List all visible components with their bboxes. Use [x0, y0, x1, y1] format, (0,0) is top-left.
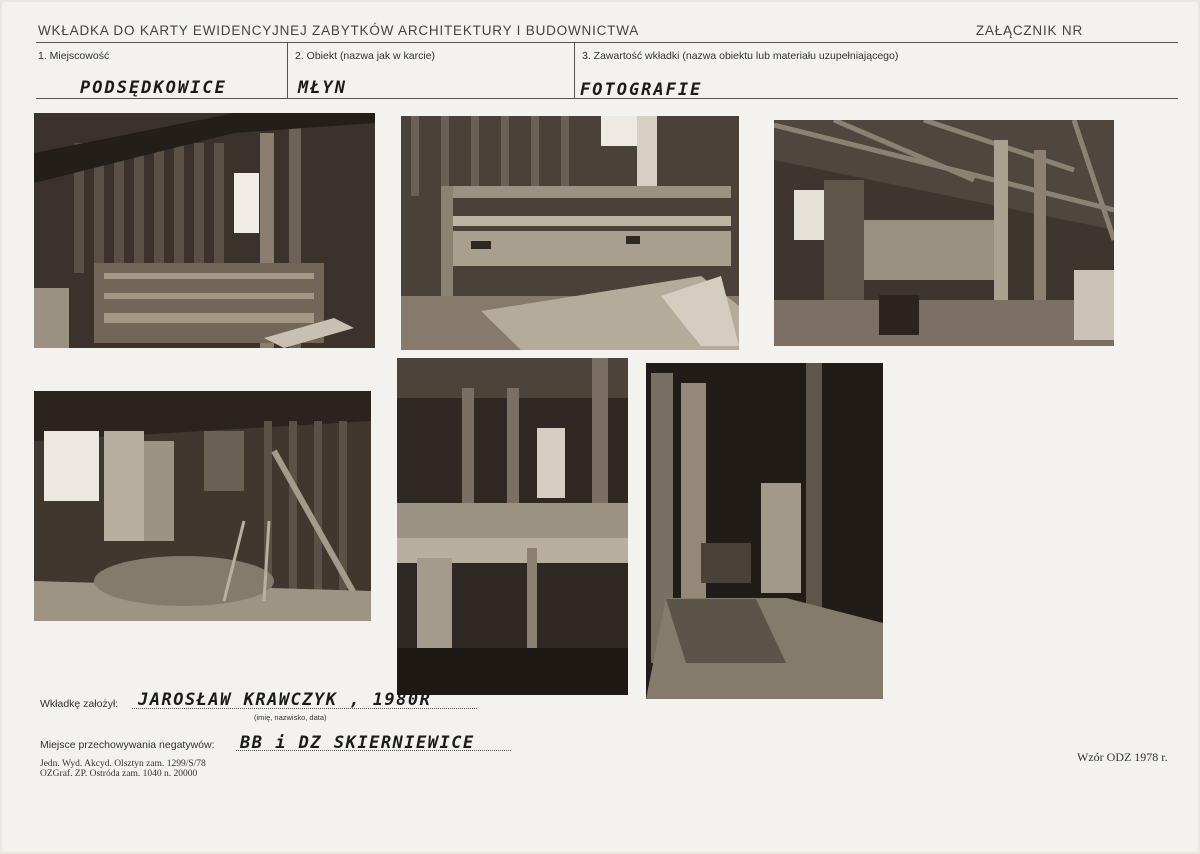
field-label-content: 3. Zawartość wkładki (nazwa obiektu lub materiału uzupełniającego)	[582, 50, 899, 62]
annex-label: ZAŁĄCZNIK NR	[975, 23, 1083, 38]
record-card	[2, 2, 1198, 852]
imprint-line-1: Jedn. Wyd. Akcyd. Olsztyn zam. 1299/S/78	[40, 759, 206, 769]
photo-mill-interior-4	[34, 391, 371, 621]
field-value-locality: PODSĘDKOWICE	[80, 78, 227, 98]
storage-value: BB i DZ SKIERNIEWICE	[240, 733, 475, 753]
storage-label: Miejsce przechowywania negatywów:	[40, 739, 215, 751]
author-value: JAROSŁAW KRAWCZYK , 1980R	[138, 690, 432, 710]
field-divider-1	[287, 43, 288, 99]
imprint-line-2: OZGraf. ZP. Ostróda zam. 1040 n. 20000	[40, 769, 198, 779]
storage-underline	[236, 750, 511, 751]
author-hint: (imię, nazwisko, data)	[254, 713, 327, 722]
photo-mill-interior-3	[774, 120, 1114, 346]
field-divider-2	[574, 43, 575, 99]
photo-mill-interior-2	[401, 116, 739, 350]
header-rule-top	[36, 42, 1178, 43]
form-model: Wzór ODZ 1978 r.	[1077, 750, 1168, 764]
photo-mill-interior-1	[34, 113, 375, 348]
author-label: Wkładkę założył:	[40, 698, 119, 710]
field-value-object: MŁYN	[298, 78, 347, 98]
author-underline	[132, 708, 477, 709]
field-label-object: 2. Obiekt (nazwa jak w karcie)	[295, 50, 436, 62]
form-title: WKŁADKA DO KARTY EWIDENCYJNEJ ZABYTKÓW ARCHITEKTURY I BUDOWNICTWA	[38, 23, 640, 38]
photo-mill-interior-6	[646, 363, 883, 699]
field-label-locality: 1. Miejscowość	[38, 50, 110, 62]
photo-mill-interior-5	[397, 358, 628, 695]
field-value-content: FOTOGRAFIE	[580, 80, 703, 100]
